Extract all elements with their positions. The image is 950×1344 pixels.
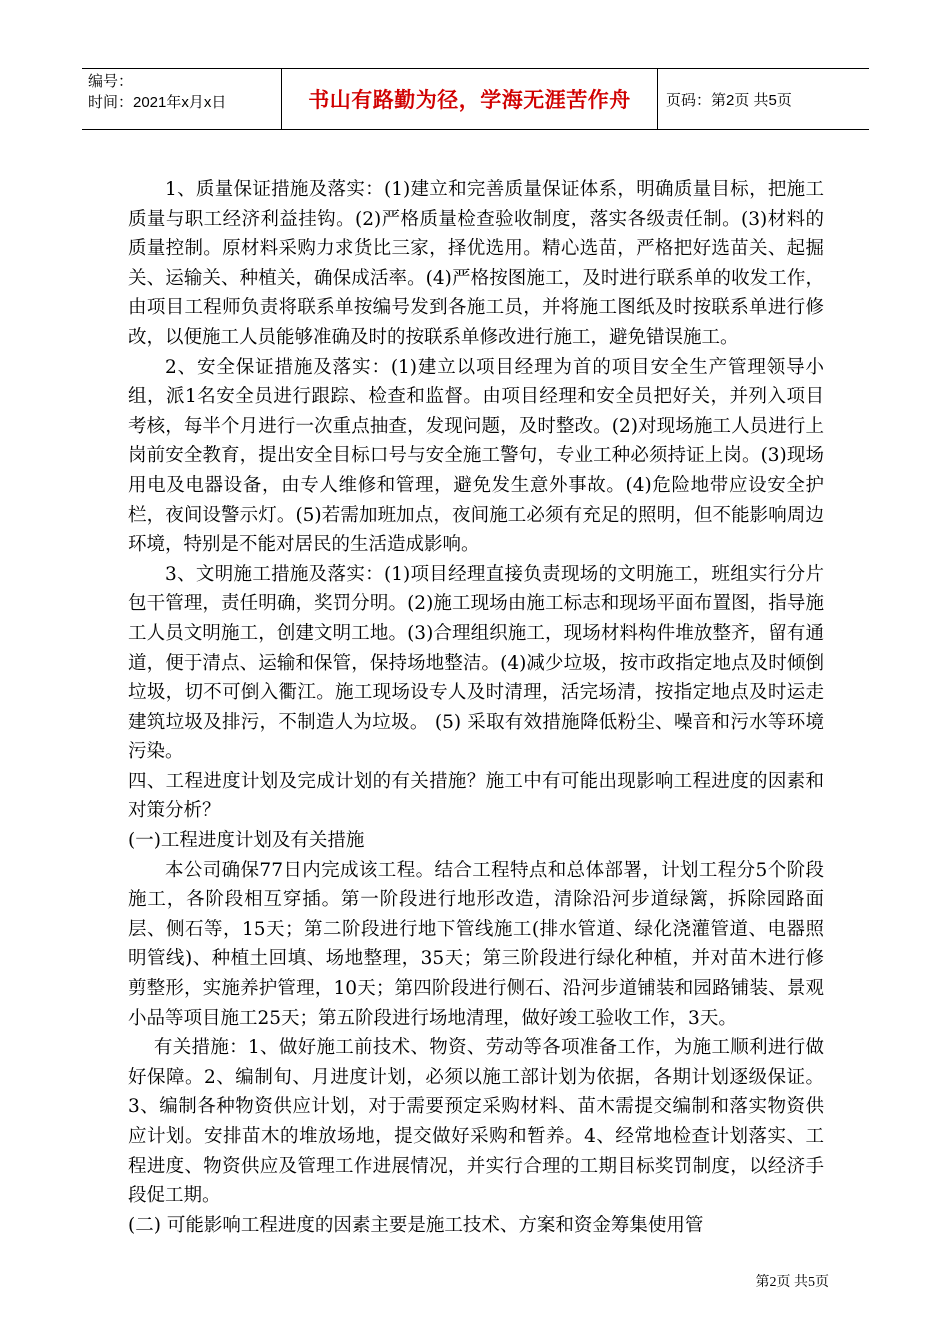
paragraph-schedule: 本公司确保77日内完成该工程。结合工程特点和总体部署，计划工程分5个阶段施工，各阶段相互穿插。第一阶段进行地形改造，清除沿河步道绿篱，拆除园路面层、侧石等，15天；第二阶段进行地下管线施工(排水管道、绿化浇灌管道、电器照明管线)、种植土回填、场地整理，35天；第三阶段进行绿化种植，并对苗木进行修剪整形，实施养护管理，10天；第四阶段进行侧石、沿河步道铺装和园路铺装、景观小品等项目施工25天；第五阶段进行场地清理，做好竣工验收工作，3天。 (128, 859, 824, 1029)
section-heading-4: 四、工程进度计划及完成计划的有关措施？施工中有可能出现影响工程进度的因素和对策分析？ (128, 770, 824, 822)
subsection-heading-2: (二) 可能影响工程进度的因素主要是施工技术、方案和资金筹集使用管 (128, 1214, 704, 1236)
footer-page-number: 第2页 共5页 (755, 1275, 829, 1290)
header-meta (82, 69, 282, 129)
header-table (82, 68, 869, 130)
paragraph-safety: 2、安全保证措施及落实：(1)建立以项目经理为首的项目安全生产管理领导小组，派1名安全员进行跟踪、检查和监督。由项目经理和安全员把好关，并列入项目考核，每半个月进行一次重点抽查，发现问题，及时整改。(2)对现场施工人员进行上岗前安全教育，提出安全目标口号与安全施工警句，专业工种必须持证上岗。(3)现场用电及电器设备，由专人维修和管理，避免发生意外事故。(4)危险地带应设安全护栏，夜间设警示灯。(5)若需加班加点，夜间施工必须有充足的照明，但不能影响周边环境，特别是不能对居民的生活造成影响。 (128, 356, 824, 556)
document-body (128, 175, 824, 1240)
subsection-heading-1: (一)工程进度计划及有关措施 (128, 830, 365, 852)
header-page-number: 页码：第2页 共5页 (666, 91, 792, 109)
paragraph-quality: 1、质量保证措施及落实：(1)建立和完善质量保证体系，明确质量目标，把施工质量与职工经济利益挂钩。(2)严格质量检查验收制度，落实各级责任制。(3)材料的质量控制。原材料采购力求货比三家，择优选用。精心选苗，严格把好选苗关、起掘关、运输关、种植关，确保成活率。(4)严格按图施工，及时进行联系单的收发工作，由项目工程师负责将联系单按编号发到各施工员，并将施工图纸及时按联系单进行修改，以便施工人员能够准确及时的按联系单修改进行施工，避免错误施工。 (128, 179, 824, 348)
header-motto: 书山有路勤为径，学海无涯苦作舟 (282, 69, 658, 129)
paragraph-civilized: 3、文明施工措施及落实：(1)项目经理直接负责现场的文明施工，班组实行分片包干管理，责任明确，奖罚分明。(2)施工现场由施工标志和现场平面布置图，指导施工人员文明施工，创建文明工地。(3)合理组织施工，现场材料构件堆放整齐，留有通道，便于清点、运输和保管，保持场地整洁。(4)减少垃圾，按市政指定地点及时倾倒垃圾，切不可倒入衢江。施工现场设专人及时清理，活完场清，按指定地点及时运走建筑垃圾及排污，不制造人为垃圾。 (5) 采取有效措施降低粉尘、噪音和污水等环境污染。 (128, 563, 824, 763)
number-label: 编号： (88, 73, 134, 90)
date-label: 时间：2021年x月x日 (88, 94, 227, 111)
paragraph-measures: 有关措施：1、做好施工前技术、物资、劳动等各项准备工作，为施工顺利进行做好保障。2、编制旬、月进度计划，必须以施工部计划为依据，各期计划逐级保证。3、编制各种物资供应计划，对于需要预定采购材料、苗木需提交编制和落实物资供应计划。安排苗木的堆放场地，提交做好采购和暂养。4、经常地检查计划落实、工程进度、物资供应及管理工作进展情况，并实行合理的工期目标奖罚制度，以经济手段促工期。 (128, 1037, 824, 1207)
